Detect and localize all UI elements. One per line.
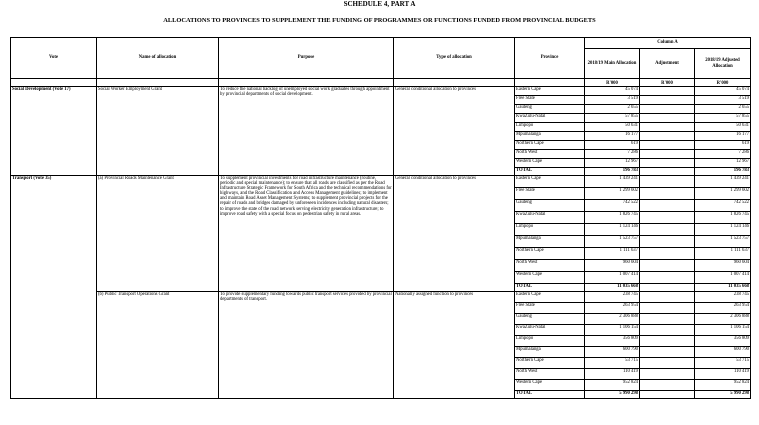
main-allocation-cell: 1 124 146	[585, 224, 640, 236]
adjustment-cell	[640, 114, 695, 123]
adjustment-cell	[640, 325, 695, 336]
document-title: ALLOCATIONS TO PROVINCES TO SUPPLEMENT THE FUNDING OF PROGRAMMES OR FUNCTIONS FUNDED FROM PROVINCIAL BUDGETS	[163, 17, 596, 24]
purpose-cell: To reduce the national backlog of unemployed social work graduates through appointment by provincial departments of social development.	[219, 87, 394, 176]
adjustment-cell	[640, 176, 695, 188]
province-cell: North West	[515, 369, 585, 380]
total-adjusted-cell: 196 783	[695, 168, 751, 176]
province-cell: Gauteng	[515, 314, 585, 325]
main-allocation-cell: 952 824	[585, 380, 640, 391]
adjusted-allocation-cell: 1 826 745	[695, 212, 751, 224]
adjustment-cell	[640, 150, 695, 159]
total-main-cell: 11 035 668	[585, 284, 640, 292]
province-cell: Limpopo	[515, 224, 585, 236]
adjusted-allocation-cell: 1 299 602	[695, 188, 751, 200]
province-cell: Northern Cape	[515, 248, 585, 260]
main-allocation-cell: 110 419	[585, 369, 640, 380]
adjusted-allocation-cell: 50 631	[695, 123, 751, 132]
province-cell: KwaZulu-Natal	[515, 114, 585, 123]
main-allocation-cell: 1 111 637	[585, 248, 640, 260]
table-body	[11, 79, 751, 399]
main-allocation-cell: 3 519	[585, 96, 640, 105]
schedule-heading: SCHEDULE 4, PART A	[343, 0, 416, 8]
adjustment-cell	[640, 141, 695, 150]
adjustment-cell	[640, 236, 695, 248]
table-row	[11, 176, 751, 188]
main-allocation-cell: 263 954	[585, 303, 640, 314]
province-cell: North West	[515, 260, 585, 272]
adjustment-cell	[640, 369, 695, 380]
province-cell: Western Cape	[515, 380, 585, 391]
main-allocation-cell: 7 286	[585, 150, 640, 159]
province-cell: Eastern Cape	[515, 176, 585, 188]
adjusted-allocation-cell: 2 655	[695, 105, 751, 114]
adjustment-cell	[640, 159, 695, 168]
units-spacer	[394, 79, 515, 87]
main-allocation-cell: 600 790	[585, 347, 640, 358]
units-spacer	[219, 79, 394, 87]
units-spacer	[97, 79, 219, 87]
province-cell: North West	[515, 150, 585, 159]
total-label-cell: TOTAL	[515, 168, 585, 176]
header-province: Province	[515, 38, 585, 79]
units-spacer	[11, 79, 97, 87]
vote-cell: Social Development (Vote 17)	[11, 87, 97, 176]
adjusted-allocation-cell: 2 306 888	[695, 314, 751, 325]
main-allocation-cell: 1 106 154	[585, 325, 640, 336]
adjustment-cell	[640, 212, 695, 224]
main-allocation-cell: 12 967	[585, 159, 640, 168]
table-row	[11, 87, 751, 96]
province-cell: Free State	[515, 188, 585, 200]
header-purpose: Purpose	[219, 38, 394, 79]
unit-adjustment: R'000	[640, 79, 695, 87]
purpose-cell: To supplement provincial investments for road infrastructure maintenance (routine, periodic and special maintenance); to ensure that all roads are classified as per the Road Infrastructure Strategic Framework for South Africa and the technical recommendations for highways, and the Road Classification and Access Management guidelines; to implement and maintain Road Asset Management Systems; to supplement provincial projects for the repair of roads and bridges damaged by unforeseen incidences including natural disasters; to improve the state of the road network serving electricity generation infrastructure; to improve road safety with a special focus on pedestrian safety in rural areas.	[219, 176, 394, 292]
header-vote: Vote	[11, 38, 97, 79]
province-cell: Mpumalanga	[515, 132, 585, 141]
allocation-type-cell: General conditional allocation to provinces	[394, 87, 515, 176]
main-allocation-cell: 1 007 414	[585, 272, 640, 284]
adjusted-allocation-cell: 12 967	[695, 159, 751, 168]
adjustment-cell	[640, 380, 695, 391]
header-type: Type of allocation	[394, 38, 515, 79]
adjusted-allocation-cell: 1 106 154	[695, 325, 751, 336]
province-cell: KwaZulu-Natal	[515, 212, 585, 224]
adjusted-allocation-cell: 7 286	[695, 150, 751, 159]
adjusted-allocation-cell: 3 519	[695, 96, 751, 105]
adjusted-allocation-cell: 960 604	[695, 260, 751, 272]
adjustment-cell	[640, 132, 695, 141]
adjustment-cell	[640, 224, 695, 236]
allocations-table	[10, 37, 751, 399]
adjusted-allocation-cell: 16 177	[695, 132, 751, 141]
main-allocation-cell: 1 439 241	[585, 176, 640, 188]
province-cell: Northern Cape	[515, 358, 585, 369]
header-name: Name of allocation	[97, 38, 219, 79]
adjustment-cell	[640, 303, 695, 314]
main-allocation-cell: 960 604	[585, 260, 640, 272]
unit-main: R'000	[585, 79, 640, 87]
adjustment-cell	[640, 96, 695, 105]
province-cell: Mpumalanga	[515, 236, 585, 248]
table-row	[11, 292, 751, 303]
vote-cell: Transport (Vote 35)	[11, 176, 97, 399]
main-allocation-cell: 1 826 745	[585, 212, 640, 224]
province-cell: Western Cape	[515, 272, 585, 284]
adjusted-allocation-cell: 110 419	[695, 369, 751, 380]
adjustment-cell	[640, 336, 695, 347]
adjusted-allocation-cell: 619	[695, 141, 751, 150]
allocation-type-cell: Nationally assigned function to provinces	[394, 292, 515, 399]
header-adjustment: Adjustment	[640, 49, 695, 79]
allocation-name-cell: (a) Provincial Roads Maintenance Grant	[97, 176, 219, 292]
main-allocation-cell: 45 074	[585, 87, 640, 96]
adjusted-allocation-cell: 57 855	[695, 114, 751, 123]
adjusted-allocation-cell: 263 954	[695, 303, 751, 314]
header-adjusted-allocation: 2018/19 Adjusted Allocation	[695, 49, 751, 79]
province-cell: Northern Cape	[515, 141, 585, 150]
main-allocation-cell: 16 177	[585, 132, 640, 141]
adjusted-allocation-cell: 600 790	[695, 347, 751, 358]
province-cell: Gauteng	[515, 105, 585, 114]
province-cell: Eastern Cape	[515, 292, 585, 303]
province-cell: Western Cape	[515, 159, 585, 168]
allocation-name-cell: (b) Public Transport Operations Grant	[97, 292, 219, 399]
adjusted-allocation-cell: 45 074	[695, 87, 751, 96]
adjustment-cell	[640, 314, 695, 325]
adjusted-allocation-cell: 238 745	[695, 292, 751, 303]
allocation-type-cell: General conditional allocation to provinces	[394, 176, 515, 292]
adjustment-cell	[640, 358, 695, 369]
province-cell: Free State	[515, 96, 585, 105]
header-column-a: Column A	[585, 38, 751, 49]
main-allocation-cell: 742 522	[585, 200, 640, 212]
main-allocation-cell: 2 306 888	[585, 314, 640, 325]
header-main-allocation: 2018/19 Main Allocation	[585, 49, 640, 79]
adjusted-allocation-cell: 1 439 241	[695, 176, 751, 188]
province-cell: Eastern Cape	[515, 87, 585, 96]
province-cell: Mpumalanga	[515, 347, 585, 358]
adjusted-allocation-cell: 1 111 637	[695, 248, 751, 260]
adjusted-allocation-cell: 53 715	[695, 358, 751, 369]
total-adjusted-cell: 11 035 668	[695, 284, 751, 292]
adjusted-allocation-cell: 1 124 146	[695, 224, 751, 236]
province-cell: Limpopo	[515, 336, 585, 347]
allocation-name-cell: Social Worker Employment Grant	[97, 87, 219, 176]
main-allocation-cell: 356 809	[585, 336, 640, 347]
units-spacer	[515, 79, 585, 87]
adjusted-allocation-cell: 952 824	[695, 380, 751, 391]
adjustment-cell	[640, 105, 695, 114]
total-adjustment-cell	[640, 168, 695, 176]
adjustment-cell	[640, 272, 695, 284]
total-label-cell: TOTAL	[515, 284, 585, 292]
total-adjusted-cell: 5 990 298	[695, 391, 751, 399]
total-main-cell: 196 783	[585, 168, 640, 176]
adjustment-cell	[640, 292, 695, 303]
total-main-cell: 5 990 298	[585, 391, 640, 399]
adjustment-cell	[640, 347, 695, 358]
total-label-cell: TOTAL	[515, 391, 585, 399]
purpose-cell: To provide supplementary funding towards public transport services provided by provincial departments of transport.	[219, 292, 394, 399]
province-cell: KwaZulu-Natal	[515, 325, 585, 336]
adjustment-cell	[640, 123, 695, 132]
province-cell: Limpopo	[515, 123, 585, 132]
province-cell: Free State	[515, 303, 585, 314]
adjustment-cell	[640, 200, 695, 212]
main-allocation-cell: 50 631	[585, 123, 640, 132]
adjustment-cell	[640, 188, 695, 200]
adjustment-cell	[640, 248, 695, 260]
main-allocation-cell: 238 745	[585, 292, 640, 303]
main-allocation-cell: 1 299 602	[585, 188, 640, 200]
adjusted-allocation-cell: 742 522	[695, 200, 751, 212]
main-allocation-cell: 619	[585, 141, 640, 150]
total-adjustment-cell	[640, 284, 695, 292]
main-allocation-cell: 57 855	[585, 114, 640, 123]
main-allocation-cell: 1 523 757	[585, 236, 640, 248]
province-cell: Gauteng	[515, 200, 585, 212]
unit-adjusted: R'000	[695, 79, 751, 87]
main-allocation-cell: 53 715	[585, 358, 640, 369]
main-allocation-cell: 2 655	[585, 105, 640, 114]
adjustment-cell	[640, 87, 695, 96]
adjusted-allocation-cell: 356 809	[695, 336, 751, 347]
total-adjustment-cell	[640, 391, 695, 399]
adjustment-cell	[640, 260, 695, 272]
adjusted-allocation-cell: 1 007 414	[695, 272, 751, 284]
adjusted-allocation-cell: 1 523 757	[695, 236, 751, 248]
units-row	[11, 79, 751, 87]
